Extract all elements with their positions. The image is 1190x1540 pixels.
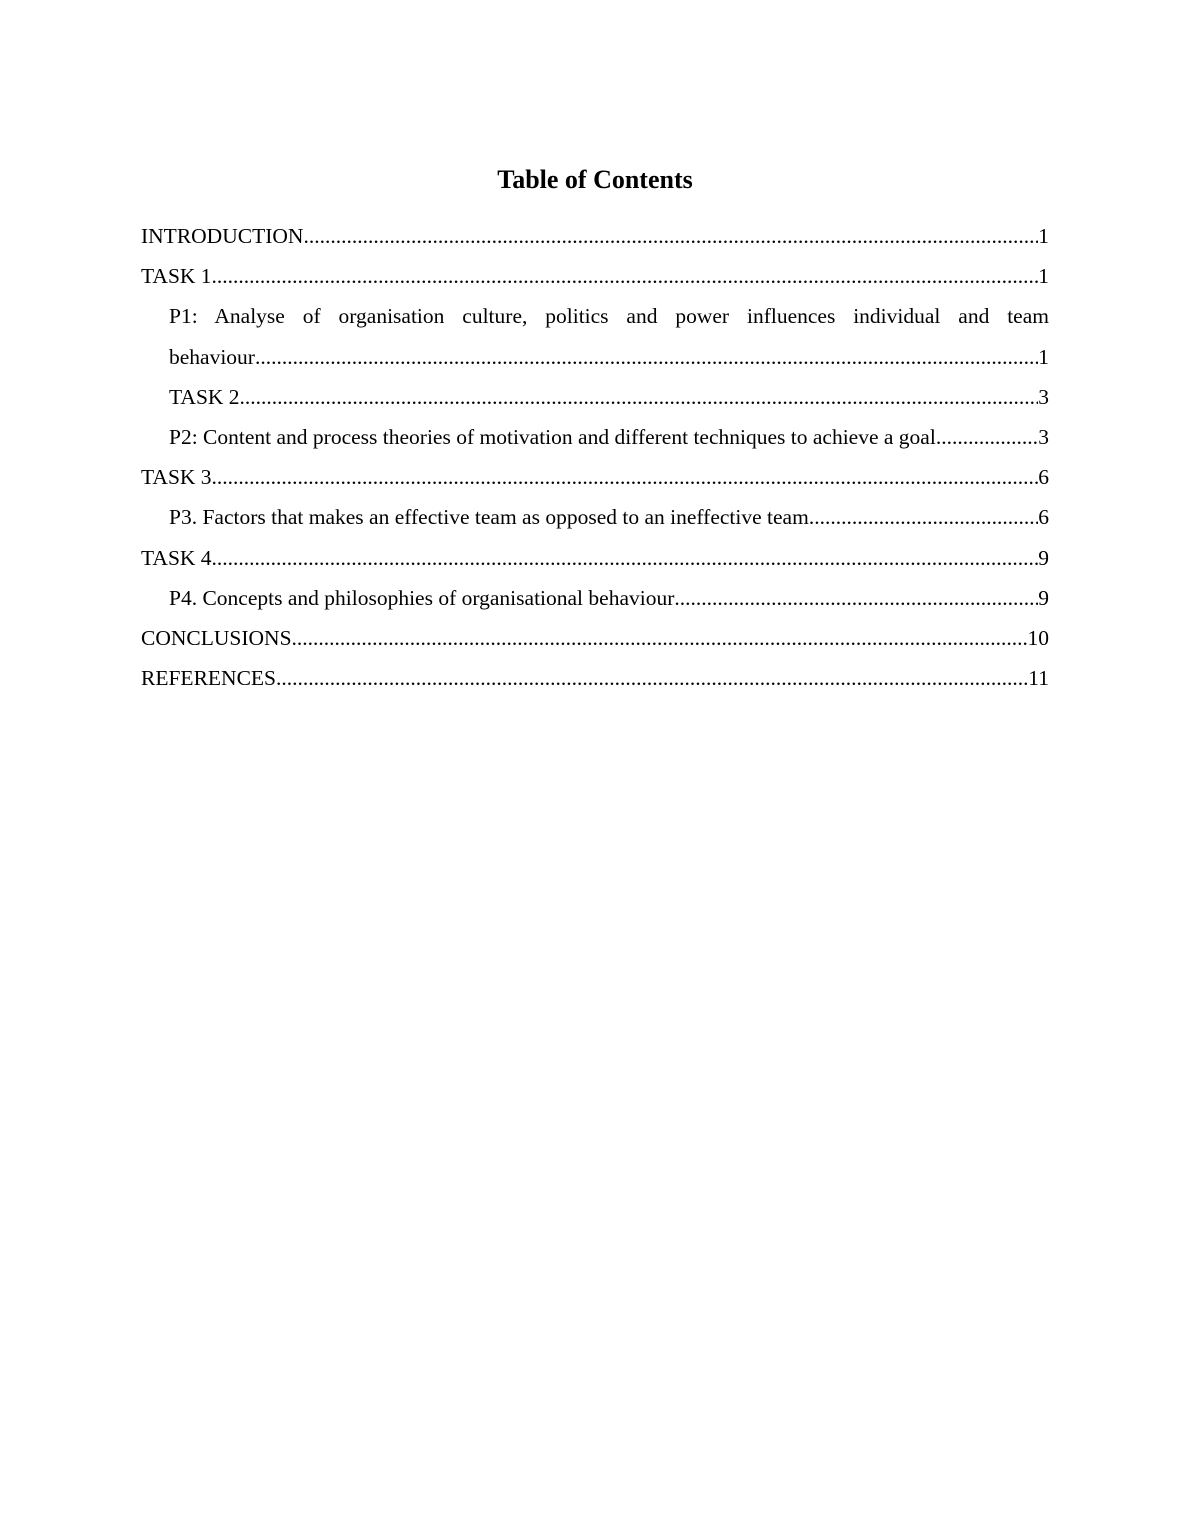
toc-page-number: 1 — [1038, 344, 1049, 369]
toc-entry-text: P3. Factors that makes an effective team as opposed to an ineffective team — [169, 505, 809, 530]
toc-entry-text: TASK 4 — [141, 545, 212, 570]
toc-title: Table of Contents — [497, 165, 693, 194]
toc-entry-task-2[interactable] — [141, 377, 1049, 417]
toc-entry-introduction[interactable] — [141, 216, 1049, 256]
toc-page-number: 9 — [1038, 585, 1049, 610]
dot-leader — [674, 578, 1038, 618]
table-of-contents — [141, 216, 1049, 698]
toc-page-number: 1 — [1038, 264, 1049, 289]
toc-entry-text: REFERENCES — [141, 666, 276, 691]
toc-entry-task-1[interactable] — [141, 256, 1049, 296]
toc-entry-line2 — [169, 337, 1049, 377]
toc-entry-task-4[interactable] — [141, 538, 1049, 578]
toc-entry-conclusions[interactable] — [141, 618, 1049, 658]
dot-leader — [212, 256, 1039, 296]
toc-entry-text: TASK 2 — [169, 384, 240, 409]
toc-entry-p1[interactable] — [141, 296, 1049, 376]
dot-leader — [303, 216, 1038, 256]
toc-page-number: 6 — [1038, 505, 1049, 530]
toc-page-number: 10 — [1027, 625, 1049, 650]
dot-leader — [255, 337, 1038, 377]
dot-leader — [809, 497, 1038, 537]
dot-leader — [936, 417, 1038, 457]
toc-entry-text: INTRODUCTION — [141, 224, 304, 248]
toc-entry-text: CONCLUSIONS — [141, 625, 292, 650]
toc-entry-p4[interactable] — [141, 578, 1049, 618]
toc-entry-p3[interactable] — [141, 497, 1049, 537]
dot-leader — [276, 658, 1028, 698]
toc-page-number: 11 — [1028, 666, 1049, 691]
toc-entry-text-line2: behaviour — [169, 344, 255, 369]
toc-entry-references[interactable] — [141, 658, 1049, 698]
toc-page-number: 9 — [1038, 545, 1049, 570]
toc-entry-task-3[interactable] — [141, 457, 1049, 497]
toc-entry-p2[interactable] — [141, 417, 1049, 457]
toc-entry-text: TASK 1 — [141, 264, 212, 289]
toc-page-number: 3 — [1038, 384, 1049, 409]
dot-leader — [212, 457, 1039, 497]
toc-entry-text-line1: P1: Analyse of organisation culture, politics and power influences individual and team — [169, 304, 1049, 329]
toc-entry-text: P4. Concepts and philosophies of organisational behaviour — [169, 585, 675, 610]
dot-leader — [240, 377, 1039, 417]
toc-page-number: 6 — [1038, 465, 1049, 490]
toc-entry-text: TASK 3 — [141, 465, 212, 490]
toc-page-number: 1 — [1038, 224, 1049, 248]
dot-leader — [212, 538, 1039, 578]
toc-entry-text: P2: Content and process theories of motivation and different techniques to achieve a goal — [169, 424, 936, 449]
toc-page-number: 3 — [1038, 424, 1049, 449]
dot-leader — [292, 618, 1028, 658]
